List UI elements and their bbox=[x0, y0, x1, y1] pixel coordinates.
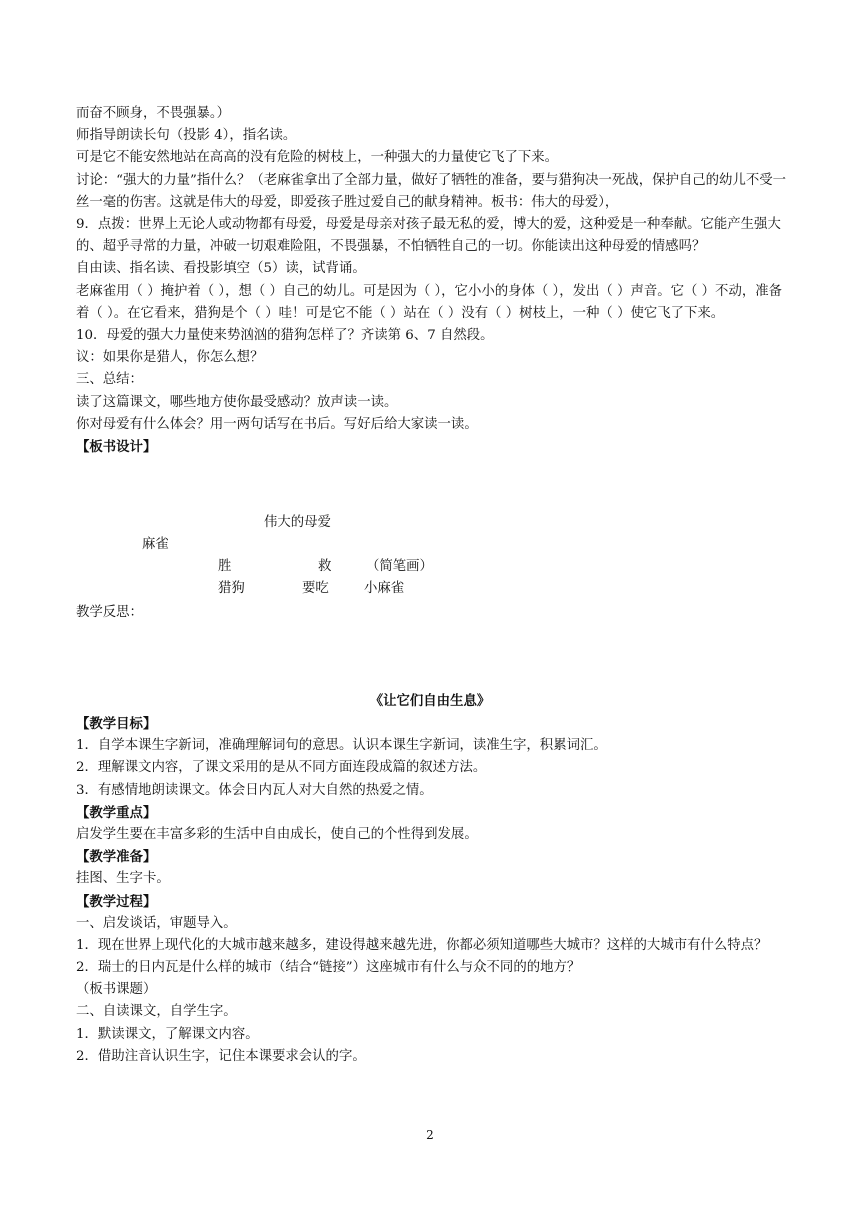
text-paragraph: 讨论：“强大的力量”指什么？（老麻雀拿出了全部力量，做好了牺牲的准备，要与猎狗决一死战，保护自己的幼儿不受一丝一毫的伤害。这就是伟大的母爱，即爱孩子胜过爱自己的献身精神。板书：伟大的母爱）， bbox=[76, 172, 786, 210]
text-line: 挂图、生字卡。 bbox=[76, 871, 170, 887]
lesson-one-continued bbox=[76, 103, 792, 458]
reflection-label: 教学反思： bbox=[76, 605, 143, 620]
text-line: 你对母爱有什么体会？用一两句话写在书后。写好后给大家读一读。 bbox=[76, 416, 478, 432]
board-sketch-note: （简笔画） bbox=[366, 559, 433, 574]
text-paragraph: 9．点拨：世界上无论人或动物都有母爱，母爱是母亲对孩子最无私的爱，博大的爱，这种爱是一种奉献。它能产生强大的、超乎寻常的力量，冲破一切艰难险阻，不畏强暴，不怕牺牲自己的一切。你能读出这种母爱的情感吗？ bbox=[76, 216, 781, 255]
lesson-title: 《让它们自由生息》 bbox=[369, 693, 491, 709]
goals-heading: 【教学目标】 bbox=[76, 716, 157, 732]
board-design bbox=[76, 508, 792, 600]
reflection bbox=[76, 602, 792, 624]
board-little-sparrow: 小麻雀 bbox=[364, 581, 405, 596]
text-line: 3．有感情地朗读课文。体会日内瓦人对大自然的热爱之情。 bbox=[76, 782, 433, 798]
focus-heading: 【教学重点】 bbox=[76, 804, 157, 821]
text-line: 自由读、指名读、看投影填空（5）读，试背诵。 bbox=[76, 261, 366, 277]
section-heading: 一、启发谈话，审题导入。 bbox=[76, 915, 237, 931]
board-save: 救 bbox=[318, 559, 332, 574]
fill-blank-paragraph: 老麻雀用（ ）掩护着（ ），想（ ）自己的幼儿。可是因为（ ），它小小的身体（ ），发出（ ）声音。它（ ）不动，准备着（ ）。在它看来，猎狗是个（ ）哇！可是它不能（ ）站在（ ）没有（ ）树枝上，一种（ ）使它飞了下来。 bbox=[76, 283, 783, 321]
text-line: 议：如果你是猎人，你怎么想？ bbox=[76, 350, 264, 366]
board-eat: 要吃 bbox=[302, 581, 329, 596]
section-heading: 二、自读课文，自学生字。 bbox=[76, 1004, 237, 1020]
text-line: 1．默读课文，了解课文内容。 bbox=[76, 1026, 259, 1042]
text-line: 1．自学本课生字新词，准确理解词句的意思。认识本课生字新词，读准生字，积累词汇。 bbox=[76, 738, 607, 754]
board-dog: 猎狗 bbox=[218, 581, 245, 596]
process-heading: 【教学过程】 bbox=[76, 893, 157, 910]
board-title: 伟大的母爱 bbox=[264, 515, 331, 530]
text-line: 10．母爱的强大力量使来势汹汹的猎狗怎样了？齐读第 6、7 自然段。 bbox=[76, 327, 494, 343]
text-line: 2．借助注音认识生字，记住本课要求会认的字。 bbox=[76, 1048, 366, 1064]
text-line: 2．瑞士的日内瓦是什么样的城市（结合“链接”）这座城市有什么与众不同的的地方？ bbox=[76, 960, 581, 976]
lesson-two bbox=[76, 713, 792, 1068]
text-line: 师指导朗读长句（投影 4），指名读。 bbox=[76, 128, 297, 144]
board-sparrow: 麻雀 bbox=[142, 537, 169, 552]
text-line: 2．理解课文内容，了课文采用的是从不同方面连段成篇的叙述方法。 bbox=[76, 760, 487, 776]
text-line: 启发学生要在丰富多彩的生活中自由成长，使自己的个性得到发展。 bbox=[76, 826, 478, 842]
text-line: 而奋不顾身，不畏强暴。） bbox=[76, 106, 230, 121]
board-design-heading: 【板书设计】 bbox=[76, 438, 157, 455]
page-number: 2 bbox=[426, 1128, 434, 1142]
board-win: 胜 bbox=[218, 559, 232, 574]
text-line: 读了这篇课文，哪些地方使你最受感动？放声读一读。 bbox=[76, 394, 398, 410]
text-paragraph: 1．现在世界上现代化的大城市越来越多，建设得越来越先进，你都必须知道哪些大城市？这样的大城市有什么特点？ bbox=[76, 937, 768, 953]
text-line: 可是它不能安然地站在高高的没有危险的树枝上，一种强大的力量使它飞了下来。 bbox=[76, 150, 559, 166]
section-heading: 三、总结： bbox=[76, 372, 143, 388]
prep-heading: 【教学准备】 bbox=[76, 849, 157, 866]
text-line: （板书课题） bbox=[76, 982, 157, 998]
